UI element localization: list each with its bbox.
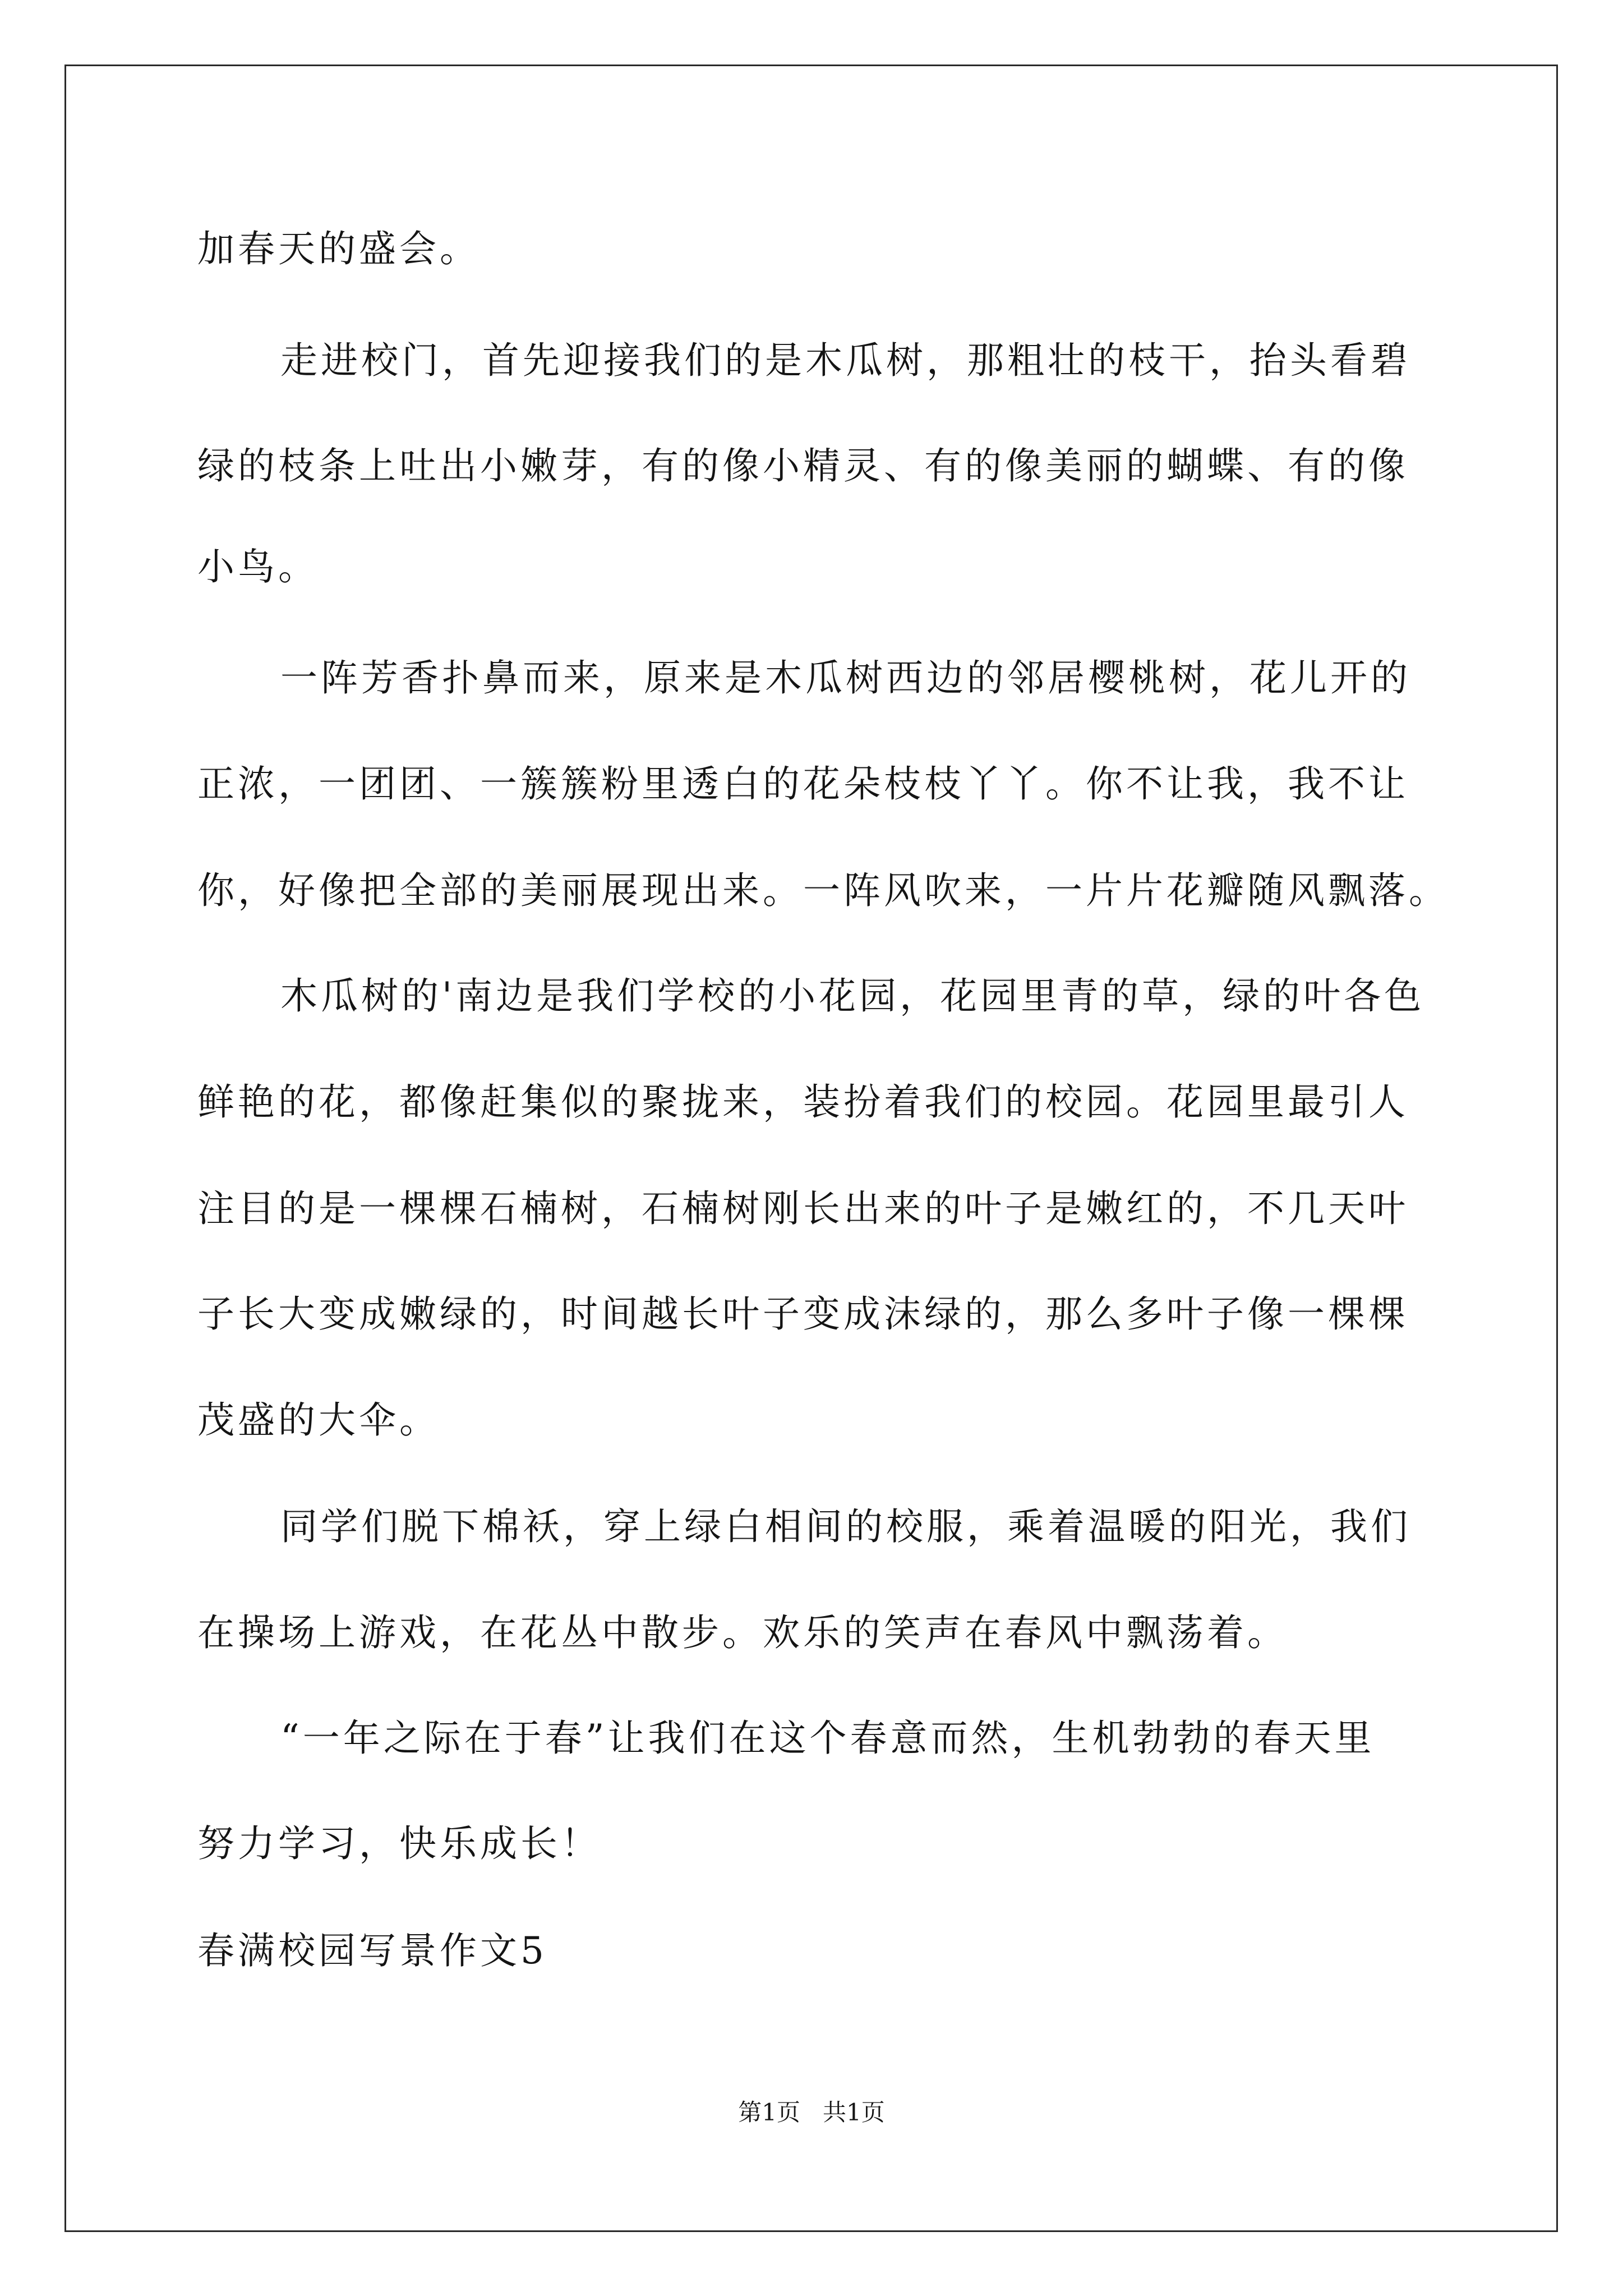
text-line: “一年之际在于春”让我们在这个春意而然，生机勃勃的春天里 [280, 1717, 1375, 1760]
text-line: 正浓，一团团、一簇簇粉里透白的花朵枝枝丫丫。你不让我，我不让 [197, 762, 1409, 806]
text-line: 注目的是一棵棵石楠树，石楠树刚长出来的叶子是嫩红的，不几天叶 [197, 1187, 1409, 1230]
text-line: 同学们脱下棉袄，穿上绿白相间的校服，乘着温暖的阳光，我们 [280, 1505, 1411, 1548]
text-line: 茂盛的大伞。 [197, 1398, 440, 1442]
section-heading: 春满校园写景作文5 [197, 1929, 547, 1972]
text-line: 走进校门，首先迎接我们的是木瓜树，那粗壮的枝干，抬头看碧 [280, 339, 1411, 382]
text-line: 木瓜树的'南边是我们学校的小花园，花园里青的草，绿的叶各色 [280, 974, 1425, 1018]
text-line: 你，好像把全部的美丽展现出来。一阵风吹来，一片片花瓣随风飘落。 [197, 869, 1449, 912]
text-line: 小鸟。 [197, 545, 319, 588]
text-line: 努力学习，快乐成长！ [197, 1822, 601, 1865]
text-line: 一阵芳香扑鼻而来，原来是木瓜树西边的邻居樱桃树，花儿开的 [280, 656, 1411, 700]
page-footer: 第1页 共1页 [738, 2099, 885, 2126]
text-line: 在操场上游戏，在花丛中散步。欢乐的笑声在春风中飘荡着。 [197, 1611, 1288, 1654]
text-line: 绿的枝条上吐出小嫩芽，有的像小精灵、有的像美丽的蝴蝶、有的像 [197, 444, 1409, 487]
page-border [64, 65, 1558, 2232]
text-line: 子长大变成嫩绿的，时间越长叶子变成沫绿的，那么多叶子像一棵棵 [197, 1292, 1409, 1336]
text-line: 鲜艳的花，都像赶集似的聚拢来，装扮着我们的校园。花园里最引人 [197, 1080, 1409, 1124]
text-line: 加春天的盛会。 [197, 227, 480, 270]
